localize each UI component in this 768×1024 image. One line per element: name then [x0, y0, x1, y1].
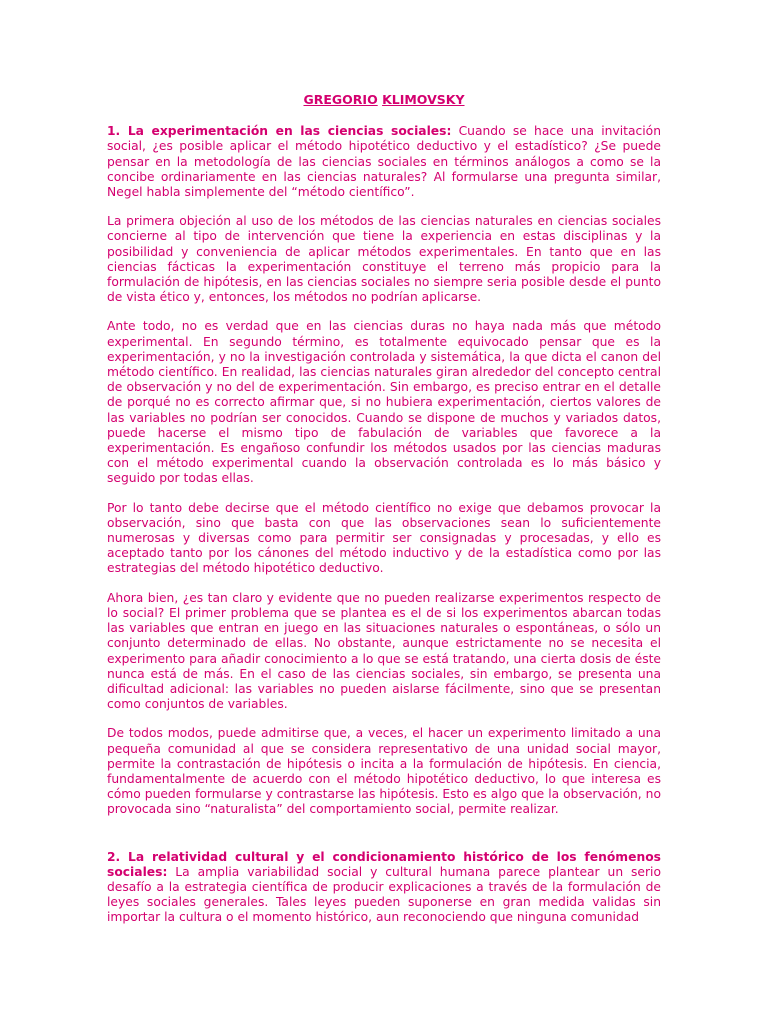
section-1-heading: 1. La experimentación en las ciencias sociales: — [107, 124, 452, 139]
body-paragraph: De todos modos, puede admitirse que, a veces, el hacer un experimento limitado a una pequeña comunidad al que se considera representativo de una unidad social mayor, permite la contrastación de hipótesis o incita a la formulación de hipótesis. En ciencia, fundamentalmente de acuerdo con el método hipotético deductivo, lo que interesa es cómo pueden formularse y contrastarse las hipótesis. Esto es algo que la observación, no provocada sino “naturalista” del comportamiento social, permite realizar. — [107, 726, 661, 817]
body-paragraph: Ahora bien, ¿es tan claro y evidente que no pueden realizarse experimentos respecto de lo social? El primer problema que se plantea es el de si los experimentos abarcan todas las variables que entran en juego en las situaciones naturales o espontáneas, o sólo un conjunto determinado de ellas. No obstante, aunque estrictamente no se necesita el experimento para añadir conocimiento a lo que se está tratando, una cierta dosis de éste nunca está de más. En el caso de las ciencias sociales, sin embargo, se presenta una dificultad adicional: las variables no pueden aislarse fácilmente, sino que se presentan como conjuntos de variables. — [107, 590, 661, 712]
section-1-intro-text: Cuando se hace una invitación social, ¿es posible aplicar el método hipotético deductivo y el estadístico? ¿Se puede pensar en la metodología de las ciencias sociales en términos análogos a como se la concibe ordinariamente en las ciencias naturales? Al formularse una pregunta similar, Negel habla simplemente del “método científico”. — [107, 124, 661, 200]
body-paragraph: La primera objeción al uso de los métodos de las ciencias naturales en ciencias sociales concierne al tipo de intervención que tiene la experiencia en estas disciplinas y la posibilidad y conveniencia de aplicar métodos experimentales. En tanto que en las ciencias fácticas la experimentación constituye el terreno más propicio para la formulación de hipótesis, en las ciencias sociales no siempre seria posible desde el punto de vista ético y, entonces, los métodos no podrían aplicarse. — [107, 214, 661, 305]
author-last-name: KLIMOVSKY — [382, 92, 465, 107]
document-page — [107, 92, 661, 940]
body-paragraph: Ante todo, no es verdad que en las ciencias duras no haya nada más que método experimental. En segundo término, es totalmente equivocado pensar que es la experimentación, y no la investigación controlada y sistemática, la que dicta el canon del método científico. En realidad, las ciencias naturales giran alrededor del concepto central de observación y no del de experimentación. Sin embargo, es preciso entrar en el detalle de porqué no es correcto afirmar que, si no hubiera experimentación, ciertos valores de las variables no podrían ser conocidos. Cuando se dispone de muchos y variados datos, puede hacerse el mismo tipo de fabulación de variables que favorece a la experimentación. Es engañoso confundir los métodos usados por las ciencias maduras con el método experimental cuando la observación controlada es lo más básico y seguido por todas ellas. — [107, 319, 661, 486]
section-2-intro-paragraph — [107, 850, 661, 926]
document-title — [107, 92, 661, 107]
section-2-heading: 2. La relatividad cultural y el condicionamiento histórico de los fenómenos sociales: — [107, 849, 661, 879]
section-1-intro-paragraph — [107, 124, 661, 200]
author-first-name: GREGORIO — [303, 92, 378, 107]
section-spacer — [107, 832, 661, 850]
section-2-intro-text: La amplia variabilidad social y cultural humana parece plantear un serio desafío a la estrategia científica de producir explicaciones a través de la formulación de leyes sociales generales. Tales leyes pueden suponerse en gran medida validas sin importar la cultura o el momento histórico, aun reconociendo que ninguna comunidad — [107, 864, 661, 925]
body-paragraph: Por lo tanto debe decirse que el método científico no exige que debamos provocar la observación, sino que basta con que las observaciones sean lo suficientemente numerosas y diversas como para permitir ser consignadas y procesadas, y ello es aceptado tanto por los cánones del método inductivo y de la estadística como por las estrategias del método hipotético deductivo. — [107, 500, 661, 576]
